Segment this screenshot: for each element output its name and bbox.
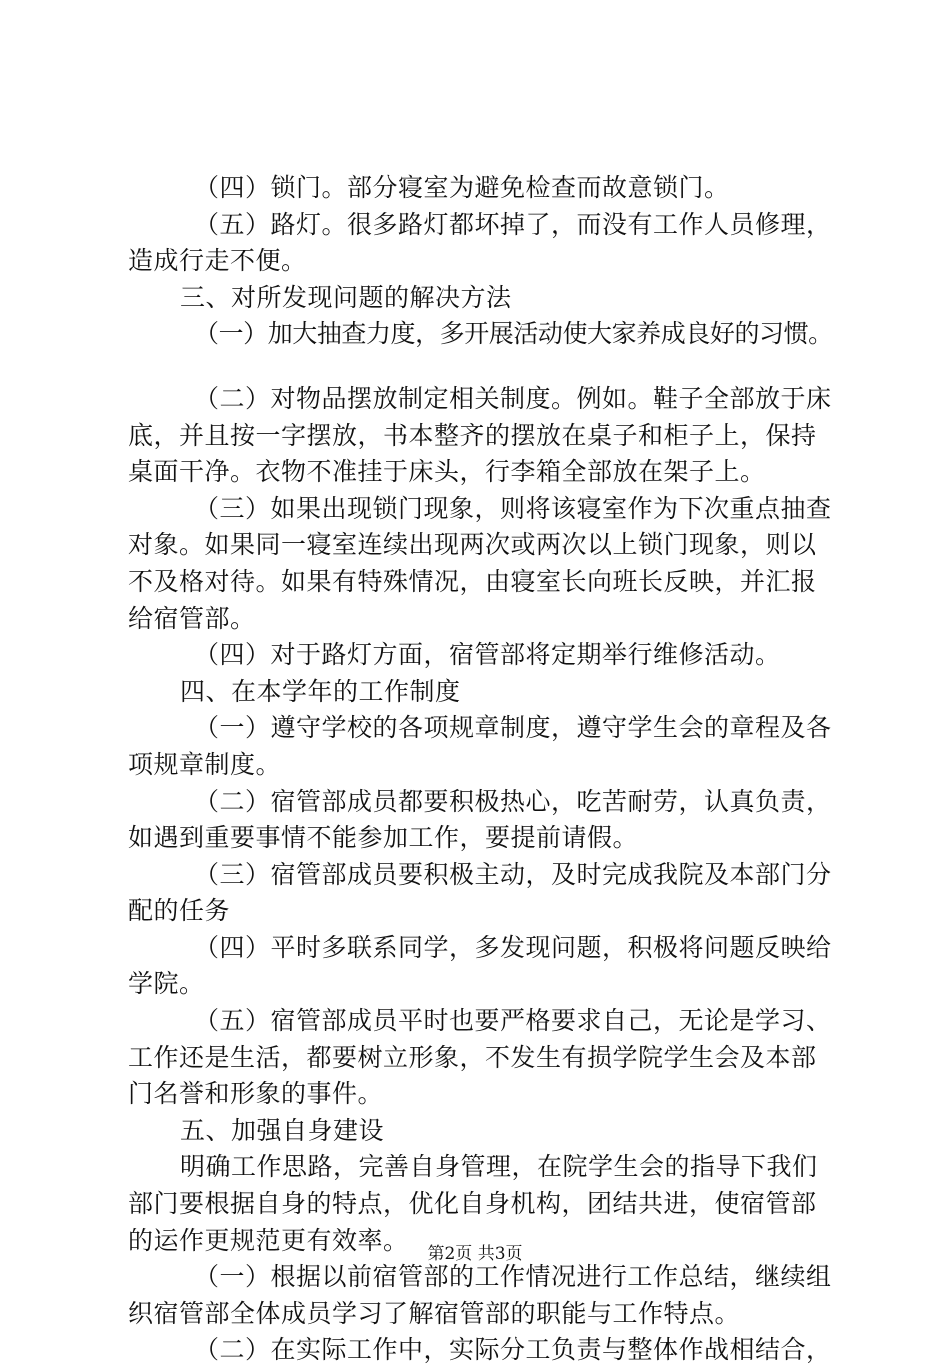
text-line: （三）如果出现锁门现象，则将该寝室作为下次重点抽查 xyxy=(194,493,832,523)
text-line: 造成行走不便。 xyxy=(128,246,307,276)
text-line: （二）对物品摆放制定相关制度。例如。鞋子全部放于床 xyxy=(194,383,832,413)
page-footer: 第2页 共3页 xyxy=(427,1244,523,1264)
document-body xyxy=(128,170,834,1369)
text-line: 五、加强自身建设 xyxy=(180,1115,385,1145)
text-line: 的运作更规范更有效率。 xyxy=(128,1225,409,1255)
text-line: （五）宿管部成员平时也要严格要求自己，无论是学习、 xyxy=(194,1006,832,1036)
text-line: （二）宿管部成员都要积极热心，吃苦耐劳，认真负责， xyxy=(194,786,832,816)
text-line: 如遇到重要事情不能参加工作，要提前请假。 xyxy=(128,823,639,853)
text-line: 给宿管部。 xyxy=(128,603,256,633)
text-line: （四）锁门。部分寝室为避免检查而故意锁门。 xyxy=(194,173,730,202)
text-line: 底，并且按一字摆放，书本整齐的摆放在桌子和柜子上，保持 xyxy=(128,420,817,450)
text-line: （一）加大抽查力度，多开展活动使大家养成良好的习惯。 xyxy=(194,319,833,349)
text-line: 工作还是生活，都要树立形象，不发生有损学院学生会及本部 xyxy=(128,1042,817,1072)
text-line: 部门要根据自身的特点，优化自身机构，团结共进，使宿管部 xyxy=(128,1189,817,1219)
text-line: 织宿管部全体成员学习了解宿管部的职能与工作特点。 xyxy=(128,1298,741,1328)
paragraph-gap xyxy=(128,353,834,381)
text-line: （二）在实际工作中，实际分工负责与整体作战相结合， xyxy=(194,1335,832,1365)
text-line: 不及格对待。如果有特殊情况，由寝室长向班长反映，并汇报 xyxy=(128,566,817,596)
text-line: （三）宿管部成员要积极主动，及时完成我院及本部门分 xyxy=(194,859,832,889)
text-line: 配的任务 xyxy=(128,896,231,926)
text-line: （一）根据以前宿管部的工作情况进行工作总结，继续组 xyxy=(194,1262,832,1292)
text-line: 项规章制度。 xyxy=(128,749,282,779)
text-line: （一）遵守学校的各项规章制度，遵守学生会的章程及各 xyxy=(194,713,832,743)
text-line: 桌面干净。衣物不准挂于床头，行李箱全部放在架子上。 xyxy=(128,457,766,487)
text-line: 明确工作思路，完善自身管理，在院学生会的指导下我们 xyxy=(180,1152,818,1182)
text-line: （四）平时多联系同学，多发现问题，积极将问题反映给 xyxy=(194,932,832,962)
text-line: 三、对所发现问题的解决方法 xyxy=(180,282,512,312)
text-line: 对象。如果同一寝室连续出现两次或两次以上锁门现象，则以 xyxy=(128,530,817,560)
text-line: （五）路灯。很多路灯都坏掉了，而没有工作人员修理， xyxy=(194,209,832,239)
text-line: 四、在本学年的工作制度 xyxy=(180,676,461,706)
text-line: 门名誉和形象的事件。 xyxy=(128,1079,384,1109)
text-line: 学院。 xyxy=(128,969,205,999)
text-line: （四）对于路灯方面，宿管部将定期举行维修活动。 xyxy=(194,640,781,670)
